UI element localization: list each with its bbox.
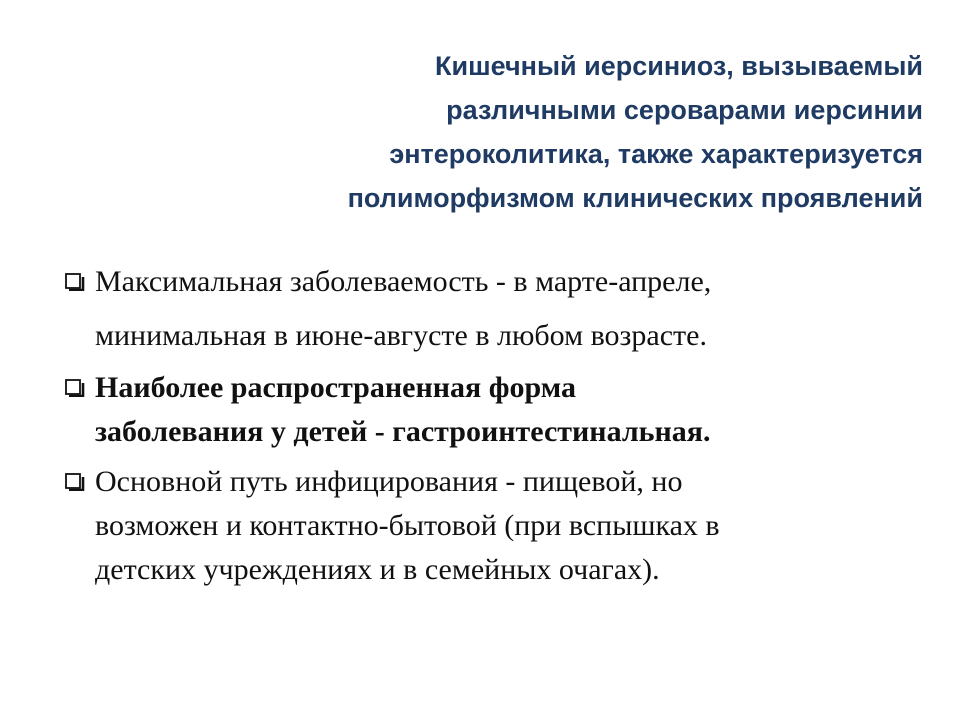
bullet-line: Наиболее распространенная форма [95, 371, 576, 404]
bullet-line: Основной путь инфицирования - пищевой, но [95, 465, 683, 498]
bullet-line: Максимальная заболеваемость - в марте-апреле, [95, 265, 712, 298]
checkbox-icon [65, 473, 85, 491]
slide-title [150, 44, 923, 220]
bullet-line: возможен и контактно-бытовой (при вспышках в [95, 509, 720, 542]
bullet-line: детских учреждениях и в семейных очагах). [95, 553, 660, 586]
checkbox-icon [65, 273, 85, 291]
bullet-item-infection-route [62, 460, 932, 592]
title-line: полиморфизмом клинических проявлений [347, 183, 923, 213]
bullet-item-common-form [62, 366, 932, 454]
title-line: энтероколитика, также характеризуется [389, 139, 923, 169]
title-line: различными сероварами иерсинии [446, 95, 923, 125]
title-line: Кишечный иерсиниоз, вызываемый [435, 51, 923, 81]
bullet-line: заболевания у детей - гастроинтестинальная. [95, 415, 711, 448]
bullet-list [62, 258, 932, 592]
bullet-line: минимальная в июне-августе в любом возрасте. [95, 319, 707, 352]
checkbox-icon [65, 379, 85, 397]
bullet-item-incidence [62, 258, 932, 360]
